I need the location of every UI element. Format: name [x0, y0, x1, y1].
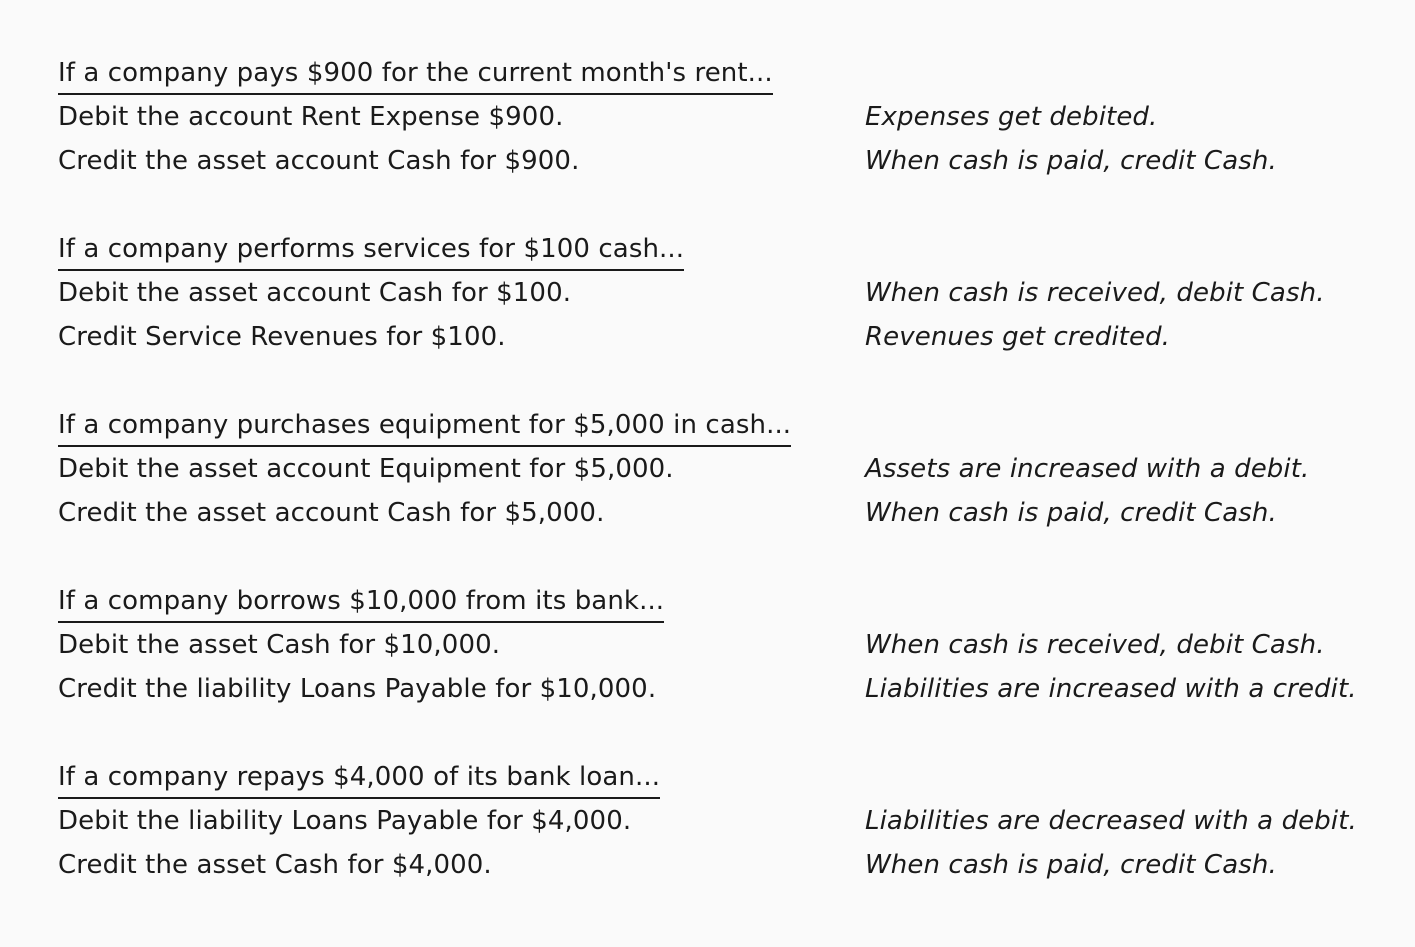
- credit-note: When cash is paid, credit Cash.: [865, 146, 1277, 176]
- entry-repay: [58, 759, 1378, 891]
- entry-heading: If a company repays $4,000 of its bank loan...: [58, 759, 660, 799]
- credit-note: Revenues get credited.: [865, 322, 1171, 352]
- debit-note: When cash is received, debit Cash.: [865, 278, 1325, 308]
- entry-rent: [58, 55, 1378, 187]
- debit-line: Debit the asset account Equipment for $5,000.: [58, 454, 674, 484]
- credit-note: When cash is paid, credit Cash.: [865, 850, 1277, 880]
- credit-line: Credit the asset account Cash for $5,000.: [58, 498, 605, 528]
- debit-note: Liabilities are decreased with a debit.: [865, 806, 1357, 836]
- debit-line: Debit the asset account Cash for $100.: [58, 278, 572, 308]
- credit-note: Liabilities are increased with a credit.: [865, 674, 1357, 704]
- debit-line: Debit the liability Loans Payable for $4,000.: [58, 806, 632, 836]
- entry-heading: If a company purchases equipment for $5,000 in cash...: [58, 407, 791, 447]
- debit-note: When cash is received, debit Cash.: [865, 630, 1325, 660]
- entry-heading: If a company pays $900 for the current month's rent...: [58, 55, 773, 95]
- debit-line: Debit the asset Cash for $10,000.: [58, 630, 501, 660]
- entry-equipment: [58, 407, 1378, 539]
- credit-line: Credit the asset account Cash for $900.: [58, 146, 580, 176]
- entry-heading: If a company performs services for $100 cash...: [58, 231, 684, 271]
- entry-heading: If a company borrows $10,000 from its bank...: [58, 583, 664, 623]
- entry-services: [58, 231, 1378, 363]
- entry-borrow: [58, 583, 1378, 715]
- credit-line: Credit the liability Loans Payable for $10,000.: [58, 674, 657, 704]
- debit-note: Assets are increased with a debit.: [865, 454, 1310, 484]
- credit-line: Credit the asset Cash for $4,000.: [58, 850, 492, 880]
- credit-note: When cash is paid, credit Cash.: [865, 498, 1277, 528]
- debit-note: Expenses get debited.: [865, 102, 1158, 132]
- credit-line: Credit Service Revenues for $100.: [58, 322, 506, 352]
- debit-line: Debit the account Rent Expense $900.: [58, 102, 564, 132]
